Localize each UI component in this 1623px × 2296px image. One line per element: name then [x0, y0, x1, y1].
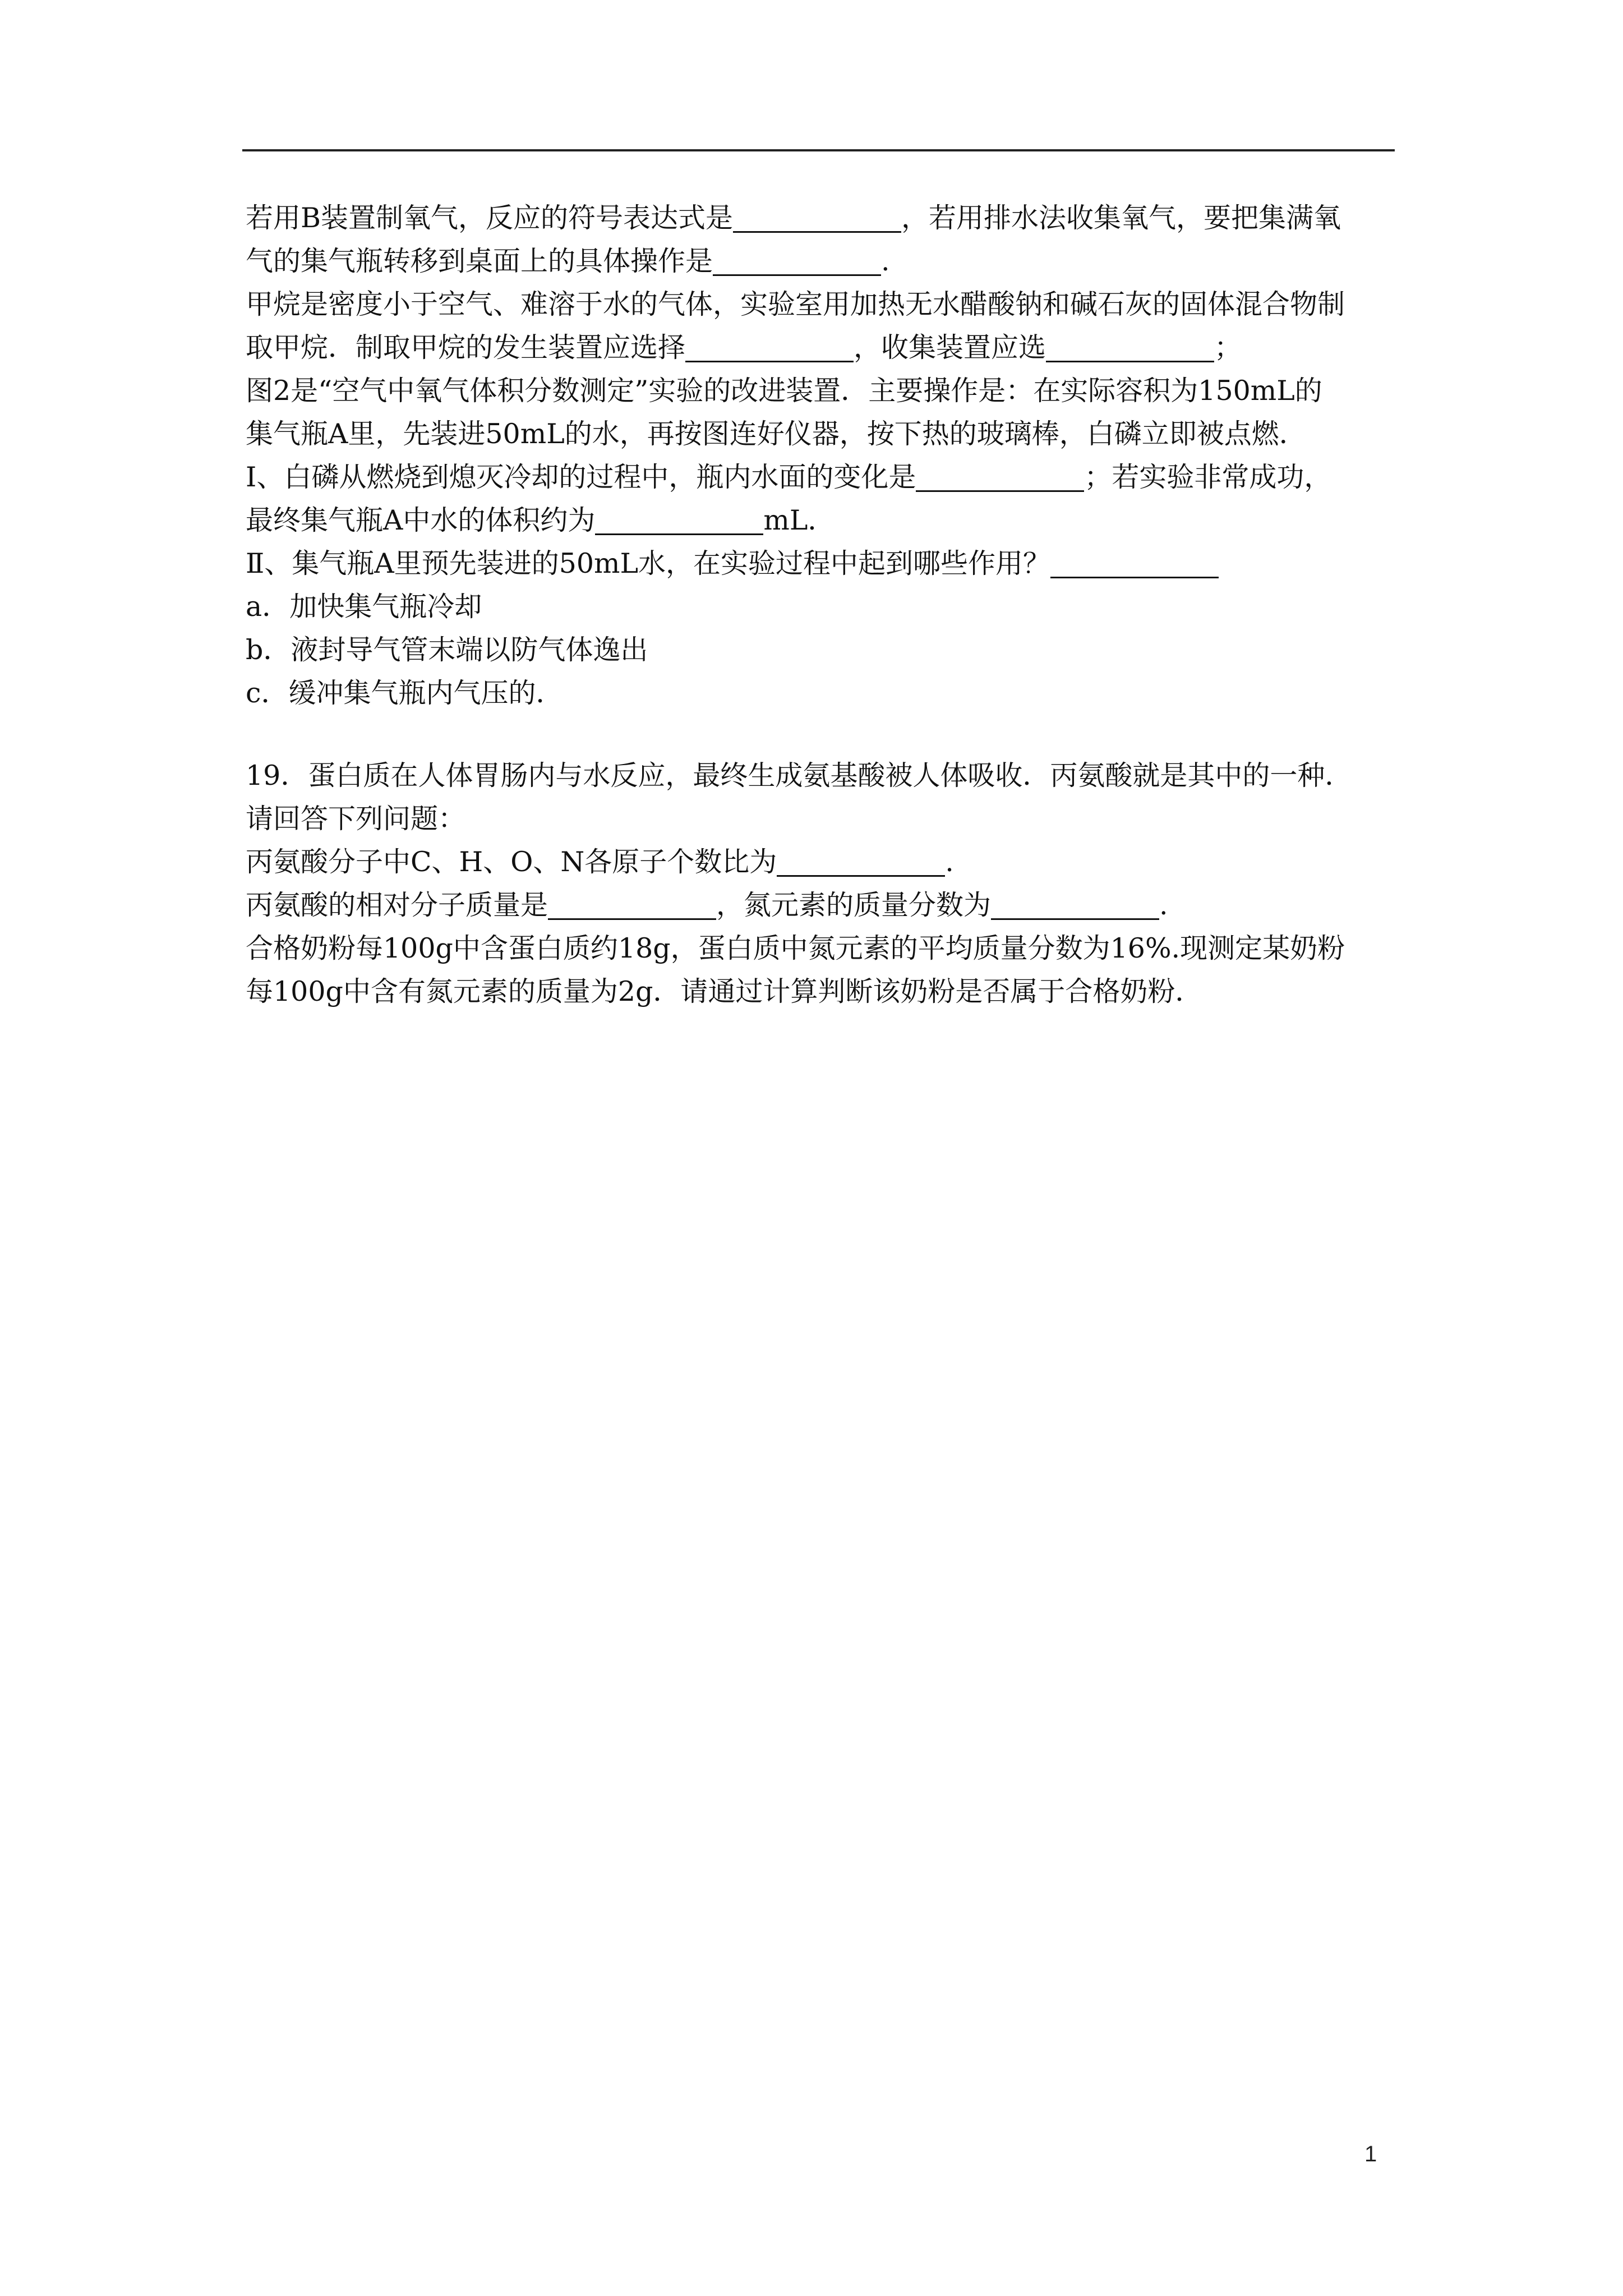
text-line — [246, 499, 1401, 542]
line-text: 集气瓶A里，先装进50mL的水，再按图连好仪器，按下热的玻璃棒，白磷立即被点燃． — [246, 418, 1307, 450]
line-text: 请回答下列问题： — [246, 803, 466, 835]
line-text: a．加快集气瓶冷却 — [246, 591, 482, 623]
text-line — [246, 196, 1401, 240]
option-c — [246, 671, 1401, 715]
option-a — [246, 585, 1401, 628]
line-text: 甲烷是密度小于空气、难溶于水的气体，实验室用加热无水醋酸钠和碱石灰的固体混合物制 — [246, 288, 1345, 320]
answer-blank[interactable] — [916, 460, 1084, 492]
line-text: 丙氨酸分子中C、H、O、N各原子个数比为 — [246, 846, 777, 878]
text-line — [246, 412, 1401, 455]
text-line — [246, 797, 1401, 840]
text-line — [246, 927, 1401, 970]
question-19-title — [246, 754, 1401, 797]
answer-blank[interactable] — [595, 503, 763, 535]
answer-blank[interactable] — [548, 888, 716, 920]
answer-blank[interactable] — [777, 845, 945, 877]
answer-blank[interactable] — [991, 888, 1159, 920]
page-number: 1 — [1364, 2142, 1377, 2166]
line-text: c．缓冲集气瓶内气压的． — [246, 677, 564, 709]
line-text: Ⅰ、白磷从燃烧到熄灭冷却的过程中，瓶内水面的变化是 — [246, 461, 916, 493]
text-line — [246, 840, 1401, 884]
line-text: 每100g中含有氮元素的质量为2g．请通过计算判断该奶粉是否属于合格奶粉． — [246, 976, 1203, 1007]
line-text: 取甲烷．制取甲烷的发生装置应选择 — [246, 332, 686, 364]
line-text: ，若用排水法收集氧气，要把集满氧 — [901, 202, 1341, 234]
line-text: b．液封导气管末端以防气体逸出 — [246, 634, 648, 666]
line-text: mL． — [763, 504, 836, 536]
answer-blank[interactable] — [1050, 546, 1219, 578]
line-text: . — [945, 846, 954, 878]
header-rule — [242, 149, 1395, 151]
text-line — [246, 542, 1401, 585]
line-text: ，收集装置应选 — [854, 332, 1046, 364]
line-text: ；若实验非常成功， — [1084, 461, 1332, 493]
line-text: ； — [1214, 332, 1242, 364]
text-line — [246, 240, 1401, 283]
text-line — [246, 369, 1401, 412]
answer-blank[interactable] — [1046, 330, 1214, 362]
spacer — [246, 715, 1401, 754]
option-b — [246, 628, 1401, 671]
text-line — [246, 970, 1401, 1013]
line-text: ，氮元素的质量分数为 — [716, 889, 992, 921]
line-text: 合格奶粉每100g中含蛋白质约18g，蛋白质中氮元素的平均质量分数为16%.现测定某奶粉 — [246, 932, 1345, 964]
line-text: . — [1159, 889, 1168, 921]
line-text: 丙氨酸的相对分子质量是 — [246, 889, 548, 921]
text-line — [246, 283, 1401, 326]
answer-blank[interactable] — [713, 244, 881, 276]
line-text: 若用B装置制氧气，反应的符号表达式是 — [246, 202, 734, 234]
answer-blank[interactable] — [685, 330, 854, 362]
line-text: Ⅱ、集气瓶A里预先装进的50mL水，在实验过程中起到哪些作用？ — [246, 547, 1051, 579]
document-body — [246, 196, 1401, 1013]
line-text: . — [881, 245, 890, 277]
text-line — [246, 884, 1401, 927]
line-text: 最终集气瓶A中水的体积约为 — [246, 504, 596, 536]
line-text: 图2是“空气中氧气体积分数测定”实验的改进装置．主要操作是：在实际容积为150mL的 — [246, 375, 1322, 407]
answer-blank[interactable] — [733, 201, 901, 233]
line-text: 19．蛋白质在人体胃肠内与水反应，最终生成氨基酸被人体吸收．丙氨酸就是其中的一种． — [246, 760, 1353, 792]
line-text: 气的集气瓶转移到桌面上的具体操作是 — [246, 245, 713, 277]
text-line — [246, 455, 1401, 499]
text-line — [246, 326, 1401, 369]
